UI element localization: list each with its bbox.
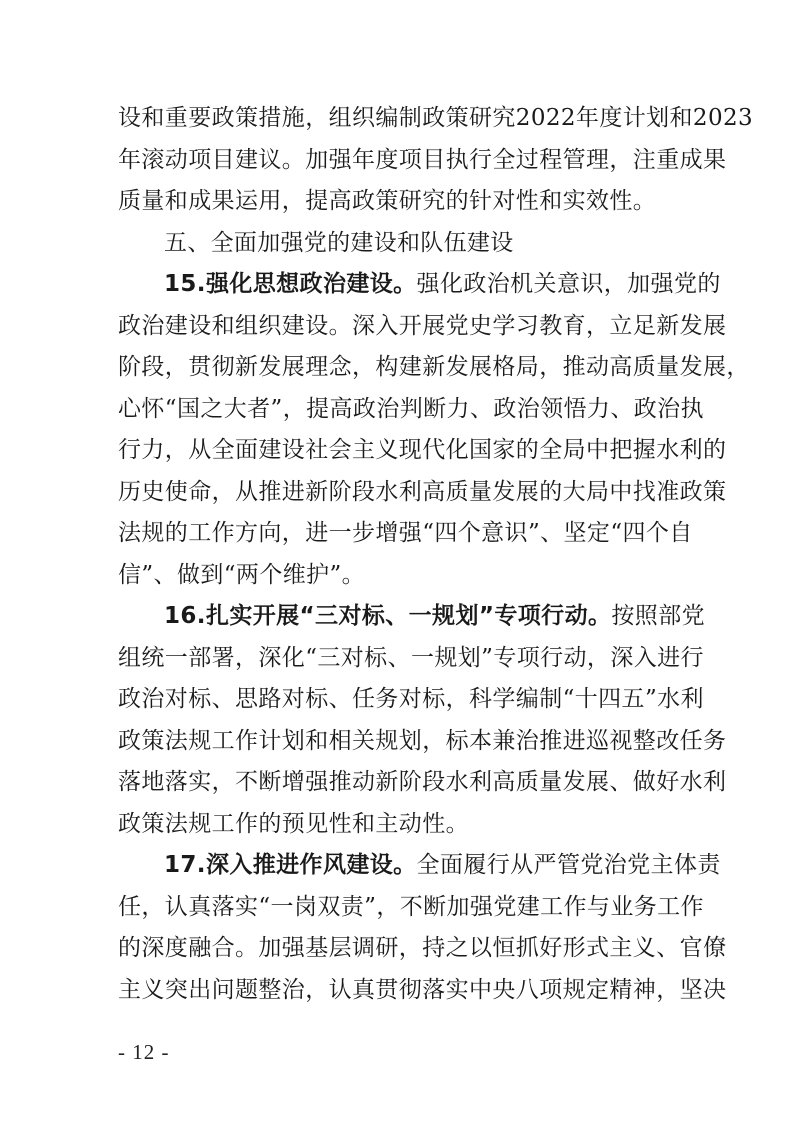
text-line: 政治建设和组织建设。深入开展党史学习教育，立足新发展 — [118, 312, 727, 339]
item-title: 17.深入推进作风建设。 — [164, 852, 417, 878]
text-line: 阶段，贯彻新发展理念，构建新发展格局，推动高质量发展， — [118, 354, 750, 380]
text-line: 落地落实，不断增强推动新阶段水利高质量发展、做好水利 — [118, 769, 727, 795]
text-line: 质量和成果运用，提高政策研究的针对性和实效性。 — [118, 188, 657, 214]
item-title: 16.扎实开展“三对标、一规划”专项行动。 — [164, 603, 612, 629]
text-line: 历史使命，从推进新阶段水利高质量发展的大局中找准政策 — [118, 478, 727, 505]
item-text: 按照部党 — [611, 603, 705, 629]
text-line: 年滚动项目建议。加强年度项目执行全过程管理，注重成果 — [118, 146, 727, 173]
item-text: 强化政治机关意识，加强党的 — [416, 271, 721, 297]
text-line: 行力，从全面建设社会主义现代化国家的全局中把握水利的 — [118, 437, 727, 463]
paragraph-item-16 — [118, 596, 727, 845]
text-line: 的深度融合。加强基层调研，持之以恒抓好形式主义、官僚 — [118, 935, 727, 961]
text-line: 组统一部署，深化“三对标、一规划”专项行动，深入进行 — [118, 644, 704, 671]
document-body — [118, 98, 754, 1011]
text-line: 设和重要政策措施，组织编制政策研究2022年度计划和2023 — [118, 105, 754, 131]
text-line: 心怀“国之大者”，提高政治判断力、政治领悟力、政治执 — [118, 395, 704, 422]
text-line: 信”、做到“两个维护”。 — [118, 561, 366, 588]
paragraph-first-line — [118, 596, 705, 638]
paragraph-first-line — [118, 264, 721, 306]
text-line: 法规的工作方向，进一步增强“四个意识”、坚定“四个自 — [118, 520, 693, 546]
item-text: 全面履行从严管党治党主体责 — [416, 852, 721, 878]
text-line: 政策法规工作计划和相关规划，标本兼治推进巡视整改任务 — [118, 727, 727, 754]
item-title: 15.强化思想政治建设。 — [164, 271, 417, 297]
paragraph-item-15 — [118, 264, 750, 596]
text-line: 任，认真落实“一岗双责”，不断加强党建工作与业务工作 — [118, 893, 704, 920]
text-line: 政策法规工作的预见性和主动性。 — [118, 810, 469, 837]
paragraph-intro — [118, 98, 754, 223]
paragraph-first-line — [118, 845, 721, 887]
paragraph-item-17 — [118, 845, 727, 1011]
page-number: - 12 - — [118, 1040, 170, 1064]
text-line: 政治对标、思路对标、任务对标，科学编制“十四五”水利 — [118, 686, 704, 712]
section-heading: 五、全面加强党的建设和队伍建设 — [164, 229, 514, 256]
text-line: 主义突出问题整治，认真贯彻落实中央八项规定精神，坚决 — [118, 976, 727, 1003]
